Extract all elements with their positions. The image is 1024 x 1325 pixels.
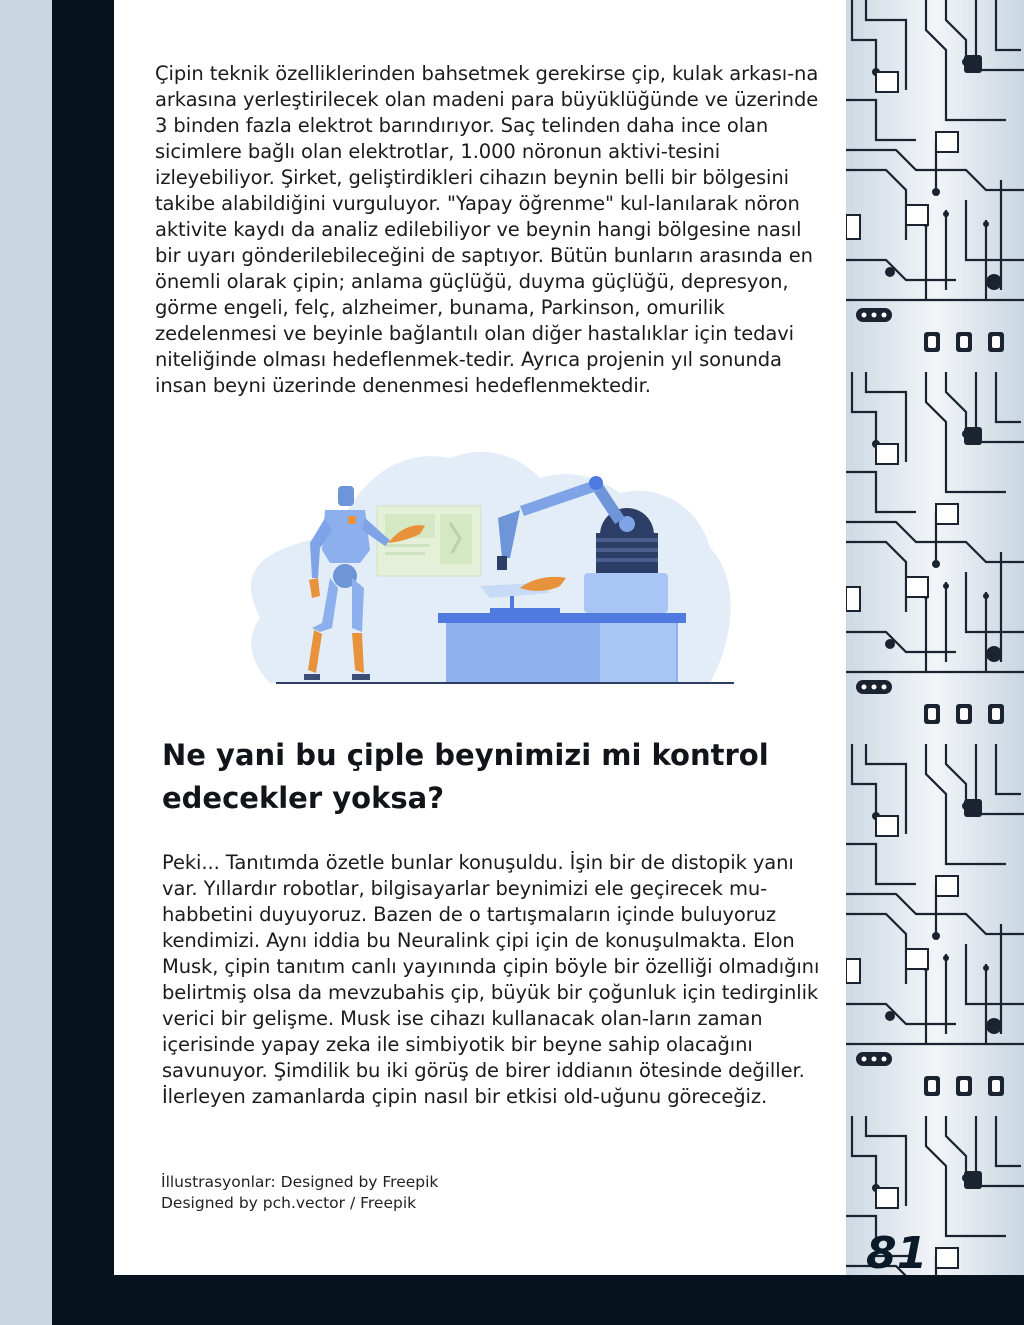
- page-number: 81: [866, 1228, 928, 1279]
- robot-lab-illustration-icon: [240, 438, 740, 690]
- illustration-credits: [161, 1172, 561, 1214]
- arm-base: [584, 573, 668, 613]
- robot-torso: [322, 510, 370, 563]
- body-paragraph-1: Çipin teknik özelliklerinden bahsetmek gerekirse çip, kulak arkası-na arkasına yerleştirilecek olan madeni para büyüklüğünde ve üzerinde 3 binden fazla elektrot barındırıyor. Saç telinden daha ince olan sicimlere bağlı olan elektrotlar, 1.000 nöronun aktivi-tesini izleyebiliyor. Şirket, geliştirdikleri cihazın beynin belli bir bölgesini takibe alabildiğini vurguluyor. "Yapay öğrenme" kul-lanılarak nöron aktivite kaydı da analiz edilebiliyor ve beynin hangi bölgesine nasıl bir uyarı gönderilebileceğini de saptıyor. Bütün bunların arasında en önemli olarak çipin; anlama güçlüğü, duyma güçlüğü, depresyon, görme engeli, felç, alzheimer, bunama, Parkinson, omurilik zedelenmesi ve beyinle bağlantılı olan diğer hastalıklar için tedavi niteliğinde olması hedeflenmek-tedir. Ayrıca projenin yıl sonunda insan beyni üzerinde denenmesi hedeflenmektedir.: [155, 62, 819, 397]
- credit-line-1: İllustrasyonlar: Designed by Freepik: [161, 1173, 439, 1191]
- left-side-band: [0, 0, 52, 1325]
- body-paragraph-2: Peki... Tanıtımda özetle bunlar konuşuldu. İşin bir de distopik yanı var. Yıllardır robotlar, bilgisayarlar beynimizi ele geçirecek mu-habbetini duyuyoruz. Bazen de o tartışmaların içinde buluyoruz kendimizi. Aynı iddia bu Neuralink çipi için de konuşulmakta. Elon Musk, çipin tanıtım canlı yayınında çipin böyle bir özelliği olmadığını belirtmiş olsa da mevzubahis çip, büyük bir çoğunluk için tedirginlik verici bir gelişme. Musk ise cihazı kullanacak olan-ların zaman içerisinde yapay zeka ile simbiyotik bir beyne sahip olacağını savunuyor. Şimdilik bu iki görüş de birer iddianın ötesinde değiller. İlerleyen zamanlarda çipin nasıl bir etkisi old-uğunu göreceğiz.: [162, 851, 820, 1108]
- section-heading: Ne yani bu çiple beynimizi mi kontrol edecekler yoksa?: [162, 738, 769, 815]
- lab-desk: [438, 613, 686, 623]
- robot-head: [338, 486, 354, 506]
- credit-line-2: Designed by pch.vector / Freepik: [161, 1194, 417, 1212]
- circuit-board-pattern-icon: [846, 0, 1024, 1275]
- circuit-svg: [846, 0, 1024, 1275]
